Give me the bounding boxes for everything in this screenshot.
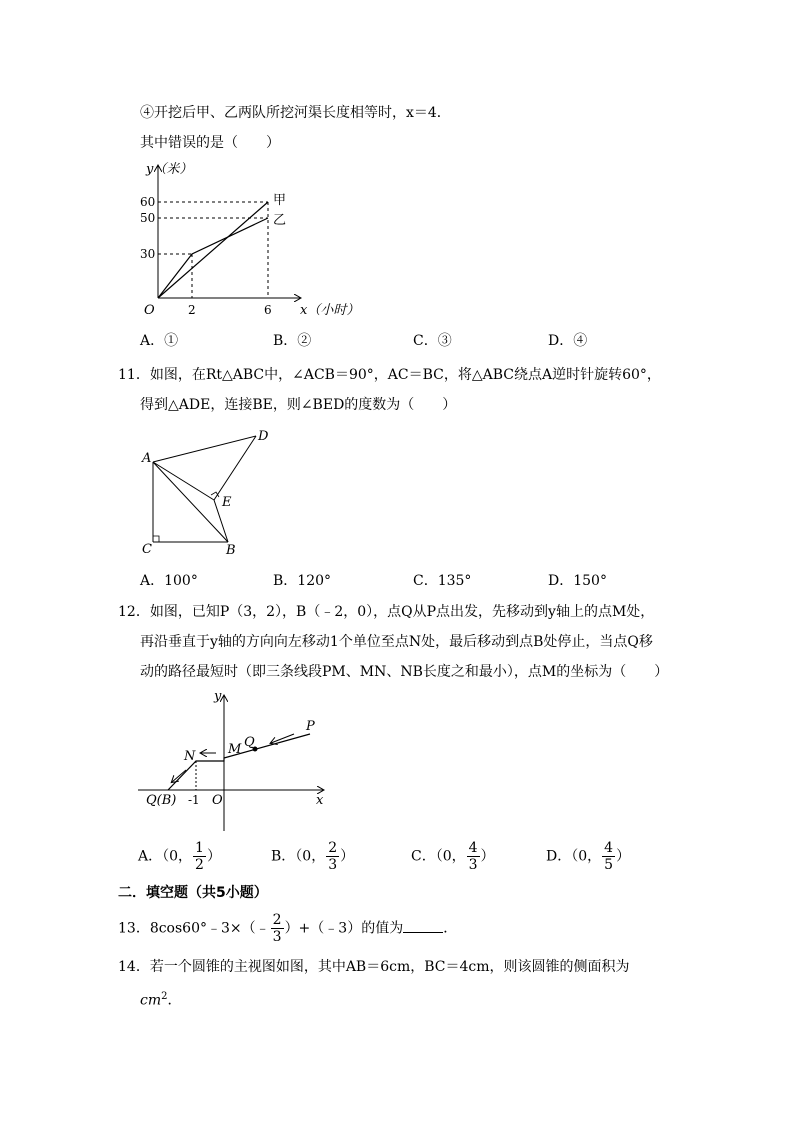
q14-line2: $cm^2$． <box>140 991 182 1009</box>
y-tick-60: 60 <box>140 195 156 209</box>
label-o: O <box>212 793 223 808</box>
q14-line1: 14．若一个圆锥的主视图如图，其中AB＝6cm，BC＝4cm，则该圆锥的侧面积为 <box>118 959 630 975</box>
q12-option-a: A．（0， $\frac{1}{2}$ ） <box>138 840 221 873</box>
y-tick-50: 50 <box>140 211 156 225</box>
y-tick-30: 30 <box>140 247 156 261</box>
q11-line2: 得到△ADE，连接BE，则∠BED的度数为（ ） <box>140 397 457 413</box>
label-q: Q <box>244 735 255 750</box>
q12-option-c: C．（0， $\frac{4}{3}$ ） <box>411 840 495 873</box>
label-y: y <box>214 689 222 704</box>
q12-option-b: B．（0， $\frac{2}{3}$ ） <box>271 840 355 873</box>
q10-option-c: C．③ <box>413 333 452 349</box>
label-m: M <box>228 742 242 757</box>
label-e: E <box>222 495 232 510</box>
q12-option-d: D．（0， $\frac{4}{5}$ ） <box>546 840 631 873</box>
q10-option-a: A．① <box>140 333 179 349</box>
q12-line2: 再沿垂直于y轴的方向向左移动1个单位至点N处，最后移动到点B处停止，当点Q移 <box>140 634 653 650</box>
line-jia <box>158 202 268 298</box>
q10-statement4: ④开挖后甲、乙两队所挖河渠长度相等时，x＝4． <box>140 105 451 121</box>
q10-option-b: B．② <box>273 333 312 349</box>
q11-option-b: B．120° <box>273 573 332 589</box>
label-qb: Q(B) <box>146 793 177 808</box>
label-c: C <box>142 542 152 557</box>
q12-line3: 动的路径最短时（即三条线段PM、MN、NB长度之和最小），点M的坐标为（ ） <box>140 664 669 680</box>
line-yi-label: 乙 <box>273 213 287 228</box>
q11-option-a: A．100° <box>140 573 198 589</box>
origin-label: O <box>144 303 155 318</box>
section-title: 二．填空题（共5小题） <box>118 885 268 901</box>
q12-line1: 12．如图，已知P（3，2），B（﹣2，0），点Q从P点出发，先移动到y轴上的点M处， <box>118 604 655 620</box>
x-axis-label: x（小时） <box>300 303 360 318</box>
q10-option-d: D．④ <box>548 333 588 349</box>
label-p: P <box>306 719 315 734</box>
q11-figure <box>138 426 278 558</box>
label-x: x <box>316 793 324 808</box>
line-jia-label: 甲 <box>273 193 287 208</box>
q11-line1: 11．如图，在Rt△ABC中，∠ACB＝90°，AC＝BC，将△ABC绕点A逆时针旋转60°， <box>118 367 661 383</box>
q10-prompt: 其中错误的是（ ） <box>140 135 280 151</box>
label-d: D <box>258 429 269 444</box>
q11-option-d: D．150° <box>548 573 607 589</box>
answer-blank <box>403 932 443 933</box>
q13: 13．8cos60°﹣3×（﹣ $\frac{2}{3}$ ）+（﹣3）的值为 ． <box>118 912 458 945</box>
q10-chart <box>130 158 370 323</box>
label-n: N <box>184 749 196 764</box>
label-b: B <box>226 543 236 558</box>
line-yi <box>158 218 268 298</box>
label-minus1: -1 <box>188 793 200 807</box>
label-a: A <box>142 451 152 466</box>
x-tick-6: 6 <box>264 303 272 317</box>
q12-figure <box>138 686 338 836</box>
y-axis-label: y（米） <box>146 162 193 177</box>
q11-option-c: C．135° <box>413 573 472 589</box>
x-tick-2: 2 <box>188 303 196 317</box>
